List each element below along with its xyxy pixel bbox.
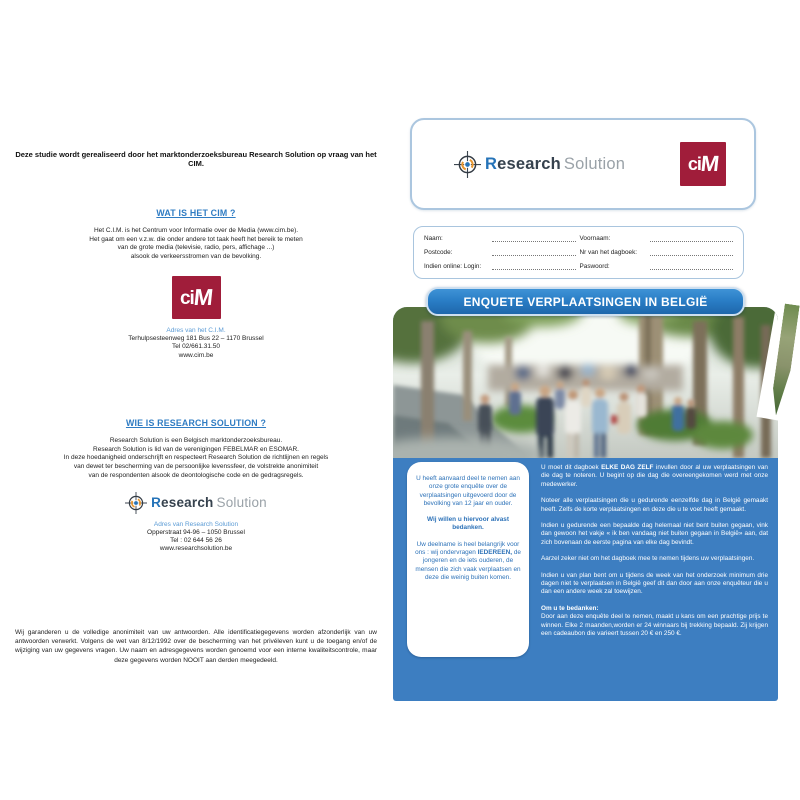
field-label-login: Indien online: Login: [424, 263, 482, 270]
cim-address-line: Tel 02/661.31.50 [171, 343, 221, 351]
right-page [393, 115, 778, 701]
respondent-form [413, 226, 744, 279]
cim-description-line: Het gaat om een v.z.w. die onder andere tot taak heeft het bereik te meten [89, 235, 303, 243]
cim-logo-text: ciM [179, 283, 214, 310]
field-label-voornaam: Voornaam: [579, 235, 611, 242]
field-line-postcode [492, 248, 576, 256]
instructions-text [541, 462, 770, 689]
welcome-paragraph-3: Uw deelname is heel belangrijk voor ons : wij ondervragen IEDEREEN, de jongeren en de iets ouderen, de mensen die zich vaak verplaatsen en deze die weinig buiten komen. [415, 540, 521, 581]
field-label-paswoord: Paswoord: [579, 263, 610, 270]
rs-description-line: In deze hoedanigheid onderschrijft en respecteert Research Solution de richtlijnen en regels [63, 454, 329, 462]
field-line-paswoord [650, 262, 734, 270]
rs-description [15, 437, 377, 481]
field-line-naam [492, 234, 576, 242]
field-line-voornaam [650, 234, 734, 242]
instruction-paragraph-2: Noteer alle verplaatsingen die u gedurende eenzelfde dag in België gemaakt heeft. Zelfs de korte verplaatsingen en deze die u te voet heeft gemaakt. [541, 497, 768, 513]
survey-title-banner: ENQUETE VERPLAATSINGEN IN BELGIË [426, 287, 745, 316]
cim-address-title: Adres van het C.I.M. [166, 326, 226, 334]
field-label-postcode: Postcode: [424, 249, 453, 256]
rs-address-title: Adres van Research Solution [153, 520, 239, 528]
panel-content [407, 462, 770, 689]
instruction-paragraph-4: Aarzel zeker niet om het dagboek mee te nemen tijdens uw verplaatsingen. [541, 555, 755, 563]
cim-description [15, 227, 377, 262]
heading-who-is-rs: WIE IS RESEARCH SOLUTION ? [125, 418, 267, 428]
research-solution-wordmark: Research Solution [485, 154, 626, 173]
intro-text: Deze studie wordt gerealiseerd door het marktonderzoeksbureau Research Solution op vraag van het CIM. [15, 150, 377, 168]
target-crosshair-icon [454, 151, 481, 178]
welcome-box [407, 462, 529, 657]
rs-description-line: Research Solution is een Belgisch marktonderzoeksbureau. [109, 437, 283, 444]
welcome-paragraph-2: Wij willen u hiervoor alvast bedanken. [427, 516, 509, 532]
cim-logo-header [680, 142, 726, 186]
cim-logo-text: ciM [687, 151, 720, 176]
rs-address-block [15, 521, 377, 554]
reward-title: Om u te bedanken: [541, 604, 599, 612]
rs-address-line: Opperstraat 94-96 – 1050 Brussel [147, 528, 245, 536]
cim-description-line: alsook de verkeersstromen van de bevolking. [130, 253, 262, 261]
cim-logo [172, 276, 221, 319]
cim-description-line: Het C.I.M. is het Centrum voor Informatie over de Media (www.cim.be). [93, 227, 299, 234]
privacy-note: Wij garanderen u de volledige anonimiteit van uw antwoorden. Alle identificatiegegevens worden afzonderlijk van uw antwoorden verwerkt. Volgens de wet van 8/12/1992 over de bescherming van het privéleven kunt u de toegang en/of de wijziging van uw gegevens vragen. Uw naam en adresgegevens worden genoemd voor een interne kwaliteitscontrole, maar deze gegevens worden NOOIT aan derden meegedeeld. [15, 628, 377, 664]
field-line-login [492, 262, 576, 270]
welcome-paragraph-1: U heeft aanvaard deel te nemen aan onze grote enquête over de verplaatsingen uitgevoerd door de bevolking van 12 jaar en ouder. [416, 475, 520, 507]
heading-what-is-cim: WAT IS HET CIM ? [156, 208, 236, 218]
field-label-dagboek: Nr van het dagboek: [579, 249, 638, 256]
rs-website-link: www.researchsolution.be [159, 545, 233, 553]
rs-description-line: van dewet ter bescherming van de persoonlijke levenssfeer, de volstrekte anonimiteit [73, 463, 319, 471]
instruction-paragraph-5: Indien u van plan bent om u tijdens de week van het onderzoek minimum drie dagen niet te verplaatsen in België geef dit dan door aan onze enquêteur die u dan een andere week zal toewijzen. [541, 571, 768, 596]
cim-address-block [15, 327, 377, 360]
field-line-dagboek [650, 248, 734, 256]
cim-description-line: van de grote media (televisie, radio, pers, affichage ...) [117, 244, 275, 252]
rs-address-line: Tel : 02 644 56 26 [170, 537, 222, 545]
research-solution-logo [15, 492, 377, 514]
cim-address-line: Terhulpsesteenweg 181 Bus 22 – 1170 Brussel [128, 335, 264, 343]
field-label-naam: Naam: [424, 235, 443, 242]
rs-description-line: van de respondenten alsook de deontologische code en de gedragsregels. [88, 471, 304, 479]
header-logo-box [410, 118, 756, 210]
left-page [15, 150, 377, 665]
research-solution-wordmark: Research Solution [151, 495, 267, 511]
reward-paragraph: Door aan deze enquête deel te nemen, maakt u kans om een prachtige prijs te winnen. Elke 2 maanden,worden er 24 winnaars bij trekking bepaald. Zij krijgen een cadeaubon die varieert tussen 20 € en 250 €. [541, 613, 768, 638]
street-crowd-photo [393, 307, 778, 458]
target-crosshair-icon [125, 492, 147, 514]
instruction-paragraph-1: U moet dit dagboek ELKE DAG ZELF invullen door al uw verplaatsingen van die dag te noteren. U begint op die dag die overeengekomen werd met onze medewerker. [541, 464, 768, 488]
cim-website-link: www.cim.be [178, 351, 214, 359]
survey-panel [393, 307, 778, 701]
rs-description-line: Research Solution is lid van de verenigingen FEBELMAR en ESOMAR. [93, 445, 299, 453]
research-solution-logo-header [454, 151, 625, 178]
instruction-paragraph-3: Indien u gedurende een bepaalde dag helemaal niet bent buiten gegaan, vink dan gewoon het vakje « ik ben vandaag niet buiten gegaan in België» aan, dat zich bovenaan de eerste pagina van elke dag bevindt. [541, 522, 768, 546]
